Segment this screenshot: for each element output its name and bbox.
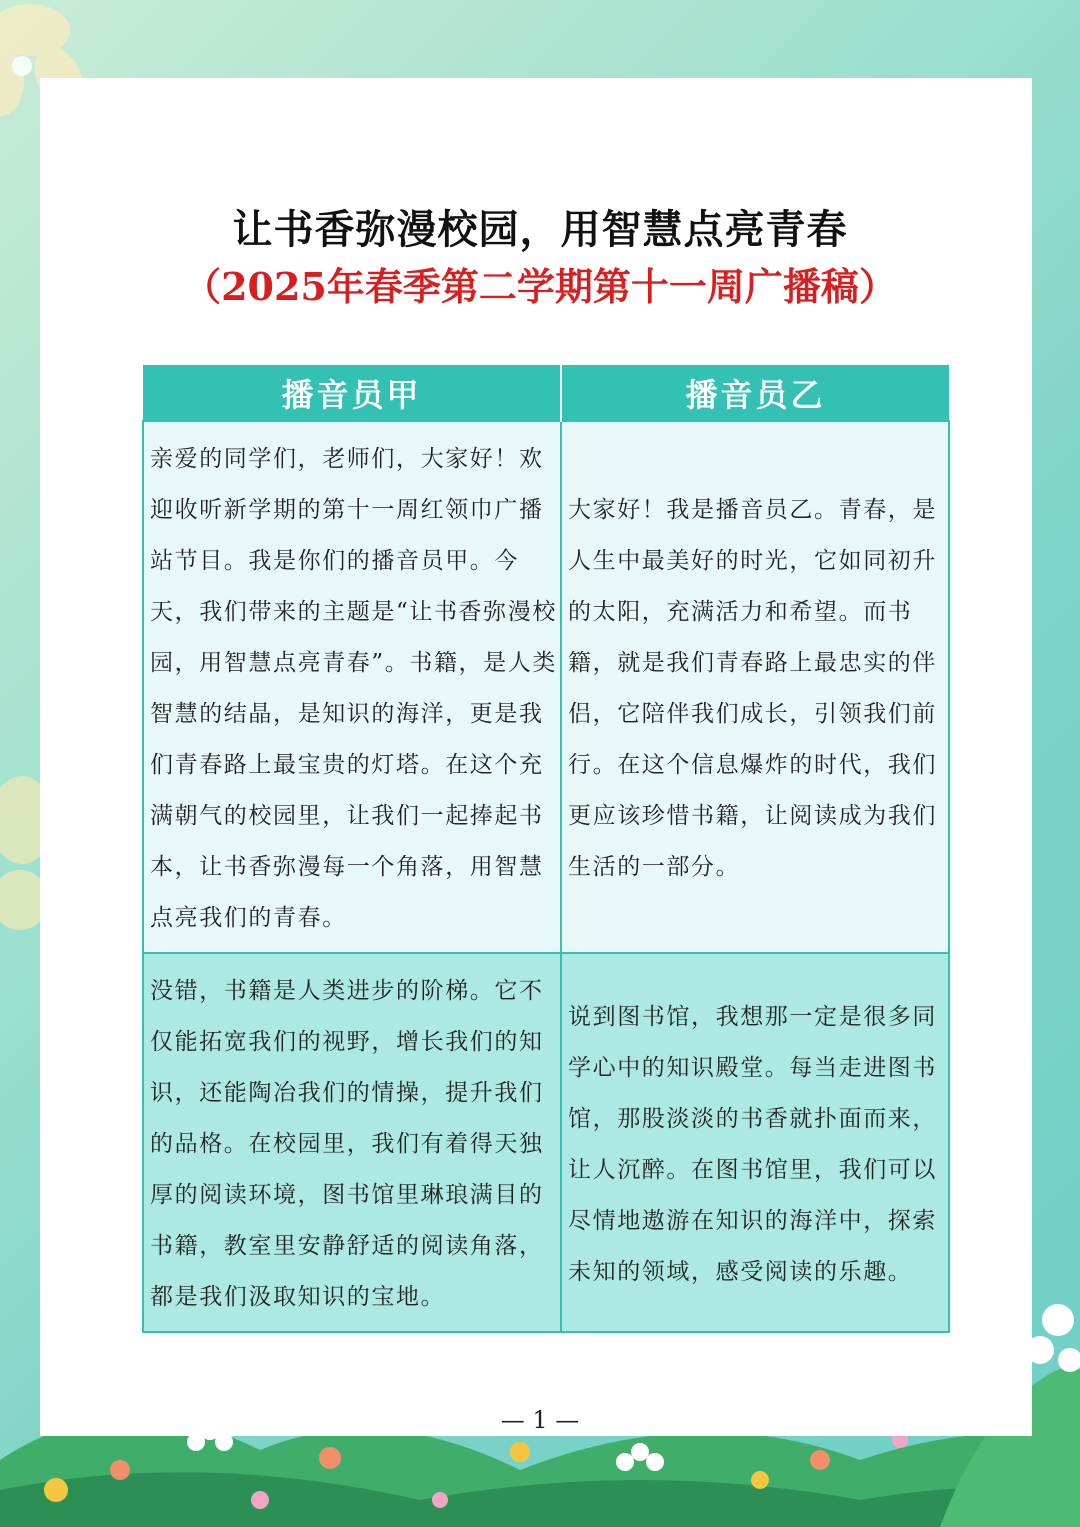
- announcer-b-line-1: 大家好！我是播音员乙。青春，是人生中最美好的时光，它如同初升的太阳，充满活力和希望。而书籍，就是我们青春路上最忠实的伴侣，它陪伴我们成长，引领我们前行。在这个信息爆炸的时代，我们更应该珍惜书籍，让阅读成为我们生活的一部分。: [561, 421, 949, 953]
- column-header-announcer-a: 播音员甲: [143, 365, 561, 421]
- table-row: [143, 953, 949, 1332]
- document-title: 让书香弥漫校园，用智慧点亮青春: [232, 206, 848, 253]
- announcer-a-line-1: 亲爱的同学们，老师们，大家好！欢迎收听新学期的第十一周红领巾广播站节目。我是你们的播音员甲。今天，我们带来的主题是“让书香弥漫校园，用智慧点亮青春”。书籍，是人类智慧的结晶，是知识的海洋，更是我们青春路上最宝贵的灯塔。在这个充满朝气的校园里，让我们一起捧起书本，让书香弥漫每一个角落，用智慧点亮我们的青春。: [143, 421, 561, 953]
- page-number: — 1 —: [500, 1406, 580, 1434]
- announcer-a-line-2: 没错，书籍是人类进步的阶梯。它不仅能拓宽我们的视野，增长我们的知识，还能陶冶我们的情操，提升我们的品格。在校园里，我们有着得天独厚的阅读环境，图书馆里琳琅满目的书籍，教室里安静舒适的阅读角落，都是我们汲取知识的宝地。: [143, 953, 561, 1332]
- column-header-announcer-b: 播音员乙: [561, 365, 949, 421]
- table-row: [143, 421, 949, 953]
- broadcast-script-table: [142, 365, 950, 1333]
- table-header-row: [143, 365, 949, 421]
- announcer-b-line-2: 说到图书馆，我想那一定是很多同学心中的知识殿堂。每当走进图书馆，那股淡淡的书香就扑面而来，让人沉醉。在图书馆里，我们可以尽情地遨游在知识的海洋中，探索未知的领域，感受阅读的乐趣。: [561, 953, 949, 1332]
- document-subtitle: （2025年春季第二学期第十一周广播稿）: [183, 264, 897, 309]
